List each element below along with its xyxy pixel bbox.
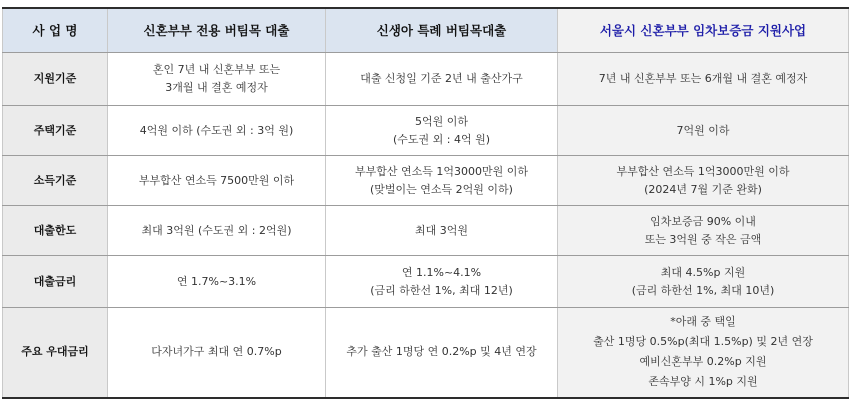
table-cell: 대출 신청일 기준 2년 내 출산가구 xyxy=(326,53,558,106)
table-cell: 최대 3억원 xyxy=(326,206,558,256)
table-cell: 임차보증금 90% 이내 또는 3억원 중 작은 금액 xyxy=(558,206,849,256)
table-cell: 최대 4.5%p 지원 (금리 하한선 1%, 최대 10년) xyxy=(558,256,849,308)
header-seoul-support: 서울시 신혼부부 임차보증금 지원사업 xyxy=(558,8,849,53)
comparison-table xyxy=(2,7,849,399)
table-cell: 5억원 이하 (수도권 외 : 4억 원) xyxy=(326,106,558,156)
header-newborn-loan: 신생아 특례 버팀목대출 xyxy=(326,8,558,53)
row-label: 소득기준 xyxy=(3,156,108,206)
table-cell: 4억원 이하 (수도권 외 : 3억 원) xyxy=(108,106,326,156)
header-newlywed-loan: 신혼부부 전용 버팀목 대출 xyxy=(108,8,326,53)
row-label: 대출금리 xyxy=(3,256,108,308)
header-row xyxy=(3,8,849,53)
table-cell: 추가 출산 1명당 연 0.2%p 및 4년 연장 xyxy=(326,308,558,398)
table-row xyxy=(3,53,849,106)
row-label: 주요 우대금리 xyxy=(3,308,108,398)
row-label: 주택기준 xyxy=(3,106,108,156)
table-cell: 다자녀가구 최대 연 0.7%p xyxy=(108,308,326,398)
table-cell: 부부합산 연소득 7500만원 이하 xyxy=(108,156,326,206)
table-cell: 부부합산 연소득 1억3000만원 이하 (2024년 7월 기준 완화) xyxy=(558,156,849,206)
table-cell: 최대 3억원 (수도권 외 : 2억원) xyxy=(108,206,326,256)
header-program-name: 사 업 명 xyxy=(3,8,108,53)
row-label: 대출한도 xyxy=(3,206,108,256)
table-row xyxy=(3,106,849,156)
table-cell: 연 1.1%~4.1% (금리 하한선 1%, 최대 12년) xyxy=(326,256,558,308)
table-cell: 연 1.7%~3.1% xyxy=(108,256,326,308)
table-cell: 혼인 7년 내 신혼부부 또는 3개월 내 결혼 예정자 xyxy=(108,53,326,106)
table-cell: 7년 내 신혼부부 또는 6개월 내 결혼 예정자 xyxy=(558,53,849,106)
table-row xyxy=(3,256,849,308)
table-row xyxy=(3,308,849,398)
table-row xyxy=(3,206,849,256)
row-label: 지원기준 xyxy=(3,53,108,106)
table-cell: *아래 중 택일 출산 1명당 0.5%p(최대 1.5%p) 및 2년 연장 예비신혼부부 0.2%p 지원 존속부양 시 1%p 지원 xyxy=(558,308,849,398)
table-cell: 7억원 이하 xyxy=(558,106,849,156)
table-cell: 부부합산 연소득 1억3000만원 이하 (맞벌이는 연소득 2억원 이하) xyxy=(326,156,558,206)
table-row xyxy=(3,156,849,206)
